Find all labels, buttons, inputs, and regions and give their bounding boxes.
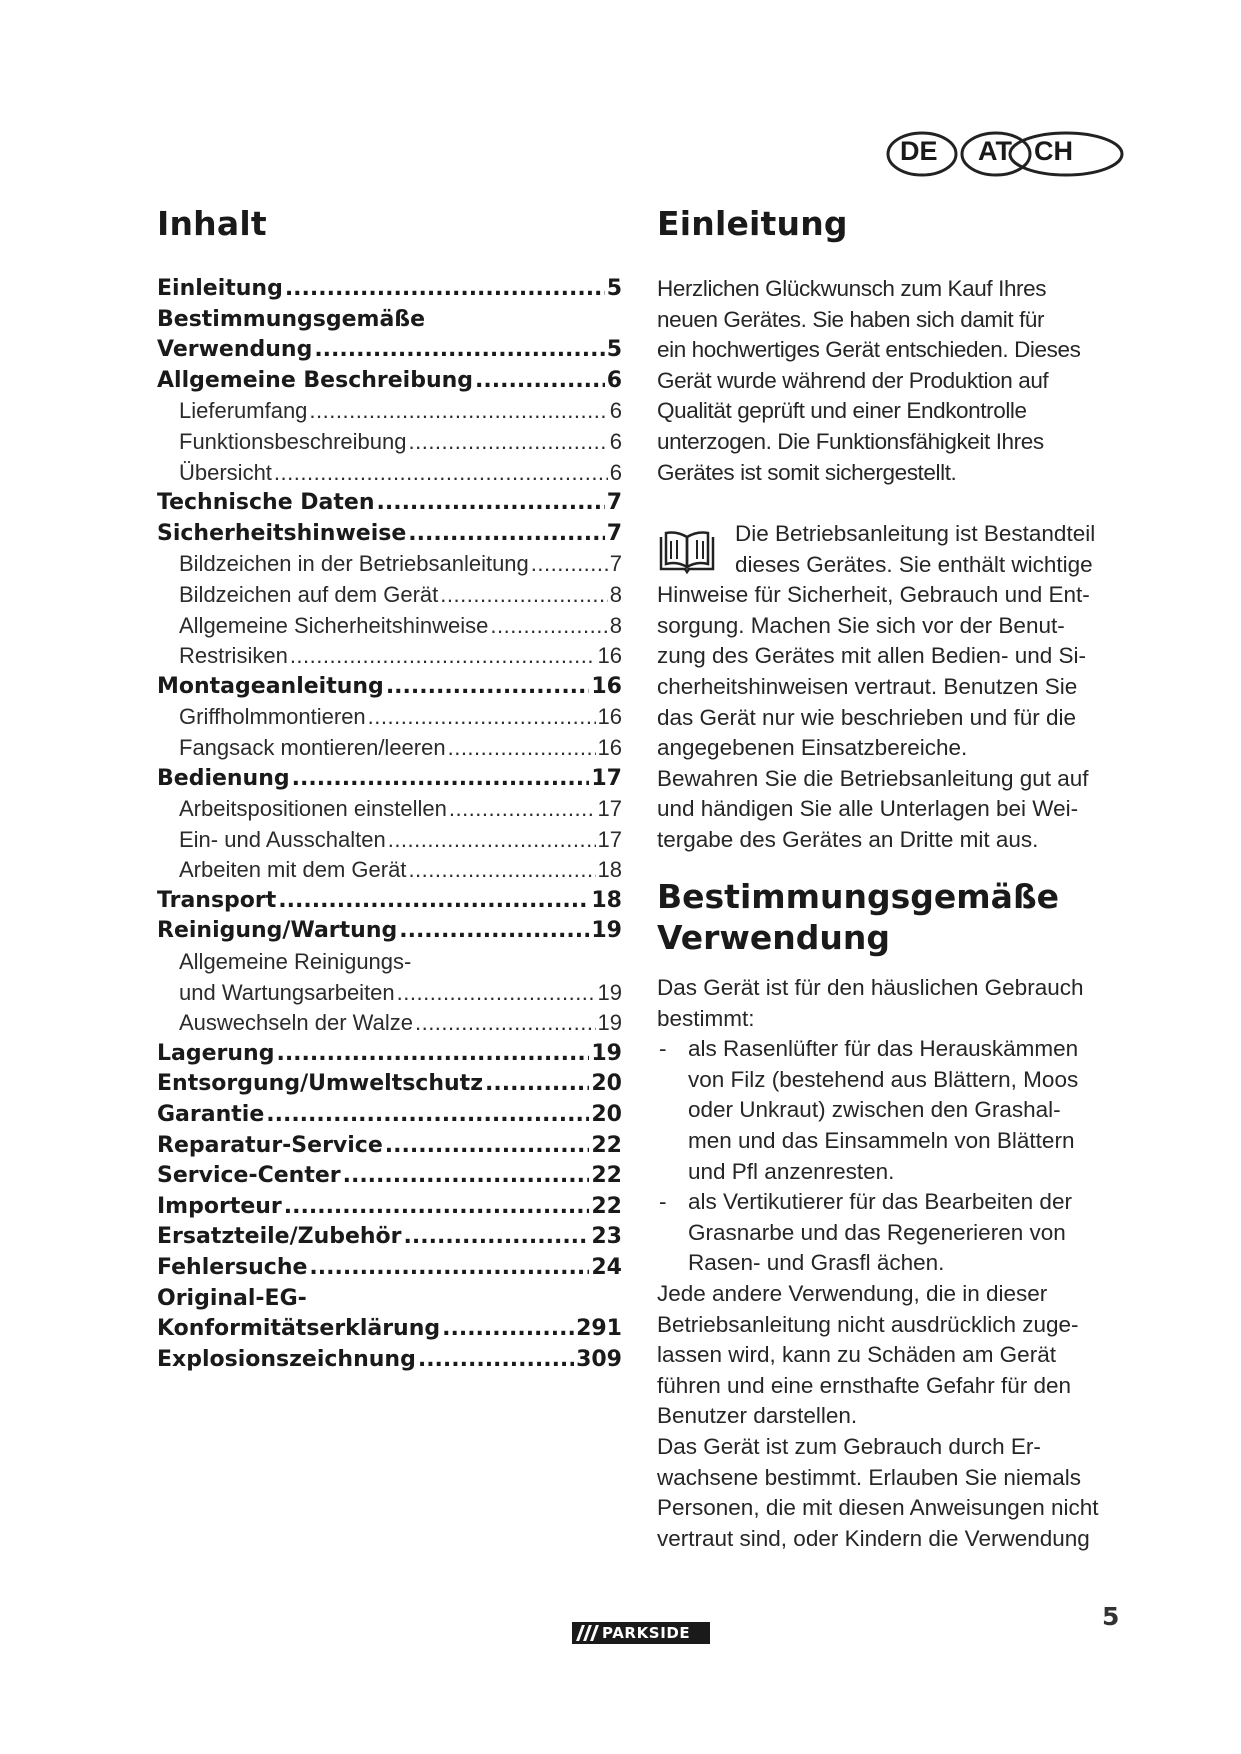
- toc-leader-dots: [276, 1039, 589, 1070]
- logo-slashes-icon: [572, 1622, 602, 1644]
- toc-entry: [157, 1314, 622, 1345]
- toc-entry-page: 16: [591, 673, 622, 699]
- toc-entry-page: 6: [609, 459, 622, 485]
- toc-entry: [157, 1069, 622, 1100]
- toc-entry: [157, 1253, 622, 1284]
- toc-entry: [157, 1039, 622, 1070]
- toc-entry: [157, 1131, 622, 1162]
- table-of-contents: [157, 274, 622, 1375]
- toc-entry-label: Explosionszeichnung: [157, 1346, 416, 1372]
- toc-entry-page: 8: [609, 581, 622, 607]
- toc-entry-page: 16: [597, 734, 622, 760]
- toc-entry-label: Bedienung: [157, 765, 290, 791]
- country-code-at: AT: [978, 136, 1012, 166]
- toc-entry: [157, 1192, 622, 1223]
- section-title-line: Bestimmungsgemäße: [657, 877, 1060, 916]
- toc-entry-label: Allgemeine Beschreibung: [157, 367, 474, 393]
- toc-entry-page: 5: [606, 276, 622, 301]
- section-title-einleitung: Einleitung: [657, 204, 848, 243]
- toc-entry-page: 22: [591, 1163, 622, 1189]
- list-line: - als Vertikutierer für das Bearbeiten der: [688, 1189, 1072, 1215]
- toc-leader-dots: [314, 335, 604, 366]
- body-line: Personen, die mit diesen Anweisungen nicht: [657, 1495, 1099, 1521]
- toc-leader-dots: [408, 855, 595, 886]
- toc-entry-page: 18: [591, 887, 622, 913]
- toc-leader-dots: [290, 641, 596, 672]
- toc-entry-label: und Wartungsarbeiten: [179, 979, 395, 1005]
- toc-leader-dots: [531, 549, 608, 580]
- country-code-de: DE: [900, 136, 938, 166]
- toc-entry-label: Reinigung/Wartung: [157, 918, 398, 944]
- body-line: Das Gerät ist für den häuslichen Gebrauch: [657, 975, 1084, 1000]
- toc-entry: [157, 947, 622, 978]
- toc-entry: [157, 764, 622, 795]
- list-item: [657, 1187, 1127, 1279]
- toc-leader-dots: [415, 1008, 596, 1039]
- toc-entry-label: Original-EG-: [157, 1285, 307, 1311]
- usage-list: [657, 1034, 1127, 1279]
- toc-leader-dots: [440, 580, 607, 611]
- toc-leader-dots: [404, 1222, 590, 1253]
- toc-leader-dots: [418, 1345, 574, 1376]
- toc-entry: [157, 1008, 622, 1039]
- toc-entry: [157, 1345, 622, 1376]
- notice-line: und händigen Sie alle Unterlagen bei Wei-: [657, 796, 1079, 822]
- toc-entry-page: 7: [606, 520, 622, 546]
- body-line: Jede andere Verwendung, die in dieser: [657, 1280, 1048, 1306]
- brand-name: PARKSIDE: [602, 1624, 691, 1642]
- toc-entry-page: 291: [576, 1316, 622, 1342]
- toc-entry-page: 17: [597, 796, 622, 822]
- body-line: wachsene bestimmt. Erlauben Sie niemals: [657, 1464, 1081, 1490]
- intro-line: ein hochwertiges Gerät entschieden. Dieses: [657, 337, 1081, 363]
- toc-entry-label: Transport: [157, 887, 277, 913]
- toc-entry: [157, 396, 622, 427]
- toc-leader-dots: [309, 396, 607, 427]
- toc-entry: [157, 580, 622, 611]
- toc-entry: [157, 855, 622, 886]
- toc-entry-label: Übersicht: [179, 459, 272, 485]
- list-line: Rasen- und Grasfl ächen.: [688, 1250, 945, 1276]
- notice-line: cherheitshinweisen vertraut. Benutzen Sie: [657, 673, 1078, 699]
- toc-entry-label: Fehlersuche: [157, 1255, 308, 1280]
- toc-leader-dots: [448, 733, 596, 764]
- toc-entry-label: Reparatur-Service: [157, 1132, 383, 1158]
- toc-entry: [157, 1100, 622, 1131]
- notice-line: tergabe des Gerätes an Dritte mit aus.: [657, 826, 1039, 852]
- toc-entry-label: Auswechseln der Walze: [179, 1010, 413, 1036]
- toc-entry-label: Garantie: [157, 1102, 265, 1128]
- toc-leader-dots: [266, 1100, 589, 1131]
- toc-entry: [157, 611, 622, 642]
- toc-entry-page: 19: [591, 1040, 622, 1066]
- verwendung-body: [657, 973, 1127, 1554]
- toc-entry-label: Arbeitspositionen einstellen: [179, 796, 447, 822]
- toc-entry-page: 7: [609, 551, 622, 577]
- page-number: 5: [1102, 1602, 1120, 1631]
- toc-leader-dots: [490, 611, 607, 642]
- intro-line: neuen Gerätes. Sie haben sich damit für: [657, 306, 1045, 332]
- toc-entry-label: Konformitätserklärung: [157, 1316, 441, 1342]
- intro-line: Gerätes ist somit sichergestellt.: [657, 459, 957, 485]
- notice-line: Hinweise für Sicherheit, Gebrauch und Ent-: [657, 582, 1090, 608]
- toc-entry-label: Importeur: [157, 1193, 282, 1219]
- toc-leader-dots: [408, 519, 604, 550]
- toc-entry-page: 309: [576, 1346, 622, 1372]
- toc-leader-dots: [408, 427, 607, 458]
- toc-entry-page: 6: [609, 428, 622, 454]
- toc-leader-dots: [274, 458, 608, 489]
- toc-entry-page: 17: [597, 826, 622, 852]
- toc-entry: [157, 1161, 622, 1192]
- toc-entry-page: 17: [591, 765, 622, 791]
- toc-entry: [157, 916, 622, 947]
- toc-entry-label: Einleitung: [157, 276, 283, 301]
- toc-leader-dots: [368, 702, 596, 733]
- toc-leader-dots: [485, 1069, 589, 1100]
- toc-leader-dots: [397, 978, 596, 1009]
- body-line: Betriebsanleitung nicht ausdrücklich zuge-: [657, 1311, 1079, 1337]
- toc-entry-label: Bildzeichen in der Betriebsanleitung: [179, 551, 529, 577]
- toc-leader-dots: [385, 1131, 590, 1162]
- toc-entry-label: Service-Center: [157, 1163, 341, 1189]
- notice-line: zung des Gerätes mit allen Bedien- und Si-: [657, 643, 1086, 669]
- toc-entry: [157, 335, 622, 366]
- country-badge: [886, 130, 1126, 178]
- toc-entry-page: 6: [609, 398, 622, 424]
- toc-entry: [157, 702, 622, 733]
- toc-entry-page: 16: [597, 704, 622, 730]
- toc-entry-page: 5: [606, 337, 622, 363]
- notice-line: dieses Gerätes. Sie enthält wichtige: [735, 551, 1093, 577]
- parkside-logo: [572, 1622, 710, 1644]
- toc-entry-label: Restrisiken: [179, 643, 288, 669]
- toc-entry: [157, 305, 622, 336]
- toc-entry-label: Bildzeichen auf dem Gerät: [179, 581, 439, 607]
- toc-entry-page: 16: [597, 643, 622, 669]
- toc-entry: [157, 427, 622, 458]
- toc-entry-label: Allgemeine Sicherheitshinweise: [179, 612, 489, 638]
- body-line: bestimmt:: [657, 1005, 755, 1031]
- toc-entry-label: Montageanleitung: [157, 673, 384, 699]
- notice-line: angegebenen Einsatzbereiche.: [657, 735, 968, 761]
- toc-entry: [157, 978, 622, 1009]
- toc-leader-dots: [377, 488, 605, 519]
- toc-leader-dots: [309, 1253, 589, 1284]
- toc-entry-label: Ersatzteile/Zubehör: [157, 1224, 402, 1250]
- toc-leader-dots: [278, 886, 589, 917]
- notice-line: Bewahren Sie die Betriebsanleitung gut auf: [657, 765, 1089, 791]
- toc-entry: [157, 458, 622, 489]
- toc-entry-page: 20: [591, 1071, 622, 1097]
- list-line: von Filz (bestehend aus Blättern, Moos: [688, 1066, 1079, 1092]
- manual-notice: [657, 519, 1127, 856]
- toc-entry-label: Technische Daten: [157, 490, 375, 516]
- toc-leader-dots: [388, 825, 596, 856]
- toc-leader-dots: [386, 672, 590, 703]
- toc-entry-label: Funktionsbeschreibung: [179, 428, 407, 454]
- toc-entry: [157, 794, 622, 825]
- body-line: führen und eine ernsthafte Gefahr für den: [657, 1372, 1072, 1398]
- body-line: vertraut sind, oder Kindern die Verwendung: [657, 1525, 1090, 1551]
- toc-entry-page: 22: [591, 1132, 622, 1158]
- toc-entry: [157, 1284, 622, 1315]
- toc-entry-page: 6: [606, 367, 622, 393]
- body-line: Benutzer darstellen.: [657, 1403, 858, 1429]
- toc-entry-label: Sicherheitshinweise: [157, 520, 407, 546]
- toc-entry: [157, 1222, 622, 1253]
- toc-entry: [157, 274, 622, 305]
- toc-entry-label: Lieferumfang: [179, 398, 308, 424]
- list-line: - als Rasenlüfter für das Herauskämmen: [688, 1036, 1079, 1062]
- toc-entry-page: 8: [609, 612, 622, 638]
- intro-line: Gerät wurde während der Produktion auf: [657, 367, 1049, 393]
- toc-entry-page: 19: [597, 1010, 622, 1036]
- list-line: men und das Einsammeln von Blättern: [688, 1127, 1075, 1153]
- toc-entry-page: 20: [591, 1102, 622, 1128]
- list-line: oder Unkraut) zwischen den Grashal-: [688, 1097, 1061, 1123]
- toc-entry-label: Allgemeine Reinigungs-: [179, 949, 412, 975]
- toc-entry: [157, 672, 622, 703]
- toc-entry-label: Bestimmungsgemäße: [157, 306, 426, 332]
- toc-entry-page: 19: [597, 979, 622, 1005]
- section-title-line: Verwendung: [657, 918, 890, 957]
- toc-leader-dots: [292, 764, 590, 795]
- toc-entry: [157, 519, 622, 550]
- toc-entry: [157, 641, 622, 672]
- section-title-verwendung: [657, 876, 1059, 958]
- body-line: lassen wird, kann zu Schäden am Gerät: [657, 1342, 1056, 1368]
- toc-entry: [157, 549, 622, 580]
- toc-leader-dots: [449, 794, 596, 825]
- intro-line: Qualität geprüft und einer Endkontrolle: [657, 398, 1027, 424]
- intro-line: unterzogen. Die Funktionsfähigkeit Ihres: [657, 428, 1044, 454]
- toc-leader-dots: [284, 1192, 590, 1223]
- toc-entry-label: Verwendung: [157, 337, 313, 363]
- toc-entry: [157, 366, 622, 397]
- toc-entry: [157, 733, 622, 764]
- toc-entry-page: 22: [591, 1193, 622, 1219]
- book-icon: [657, 529, 717, 575]
- toc-entry-page: 19: [591, 918, 622, 944]
- intro-paragraph: [657, 274, 1127, 488]
- toc-entry: [157, 488, 622, 519]
- toc-leader-dots: [343, 1161, 590, 1192]
- notice-line: sorgung. Machen Sie sich vor der Benut-: [657, 612, 1065, 638]
- toc-leader-dots: [399, 916, 589, 947]
- toc-leader-dots: [442, 1314, 574, 1345]
- toc-entry-page: 23: [591, 1224, 622, 1250]
- body-line: Das Gerät ist zum Gebrauch durch Er-: [657, 1433, 1041, 1459]
- toc-entry-label: Fangsack montieren/leeren: [179, 734, 446, 760]
- toc-entry: [157, 825, 622, 856]
- toc-entry-page: 7: [606, 490, 622, 516]
- list-line: Grasnarbe und das Regenerieren von: [688, 1219, 1066, 1245]
- list-line: und Pfl anzenresten.: [688, 1158, 895, 1184]
- intro-line: Herzlichen Glückwunsch zum Kauf Ihres: [657, 276, 1047, 301]
- list-item: [657, 1034, 1127, 1187]
- toc-entry-label: Arbeiten mit dem Gerät: [179, 857, 407, 883]
- toc-entry: [157, 886, 622, 917]
- toc-entry-page: 18: [597, 857, 622, 883]
- toc-entry-label: Lagerung: [157, 1040, 275, 1066]
- country-code-ch: CH: [1034, 136, 1073, 166]
- toc-entry-page: 24: [591, 1255, 622, 1280]
- toc-leader-dots: [285, 274, 605, 305]
- toc-entry-label: Ein- und Ausschalten: [179, 826, 386, 852]
- toc-entry-label: Griffholmmontieren: [179, 704, 366, 730]
- notice-line: das Gerät nur wie beschrieben und für die: [657, 704, 1076, 730]
- toc-leader-dots: [475, 366, 605, 397]
- toc-title: Inhalt: [157, 204, 267, 243]
- toc-entry-label: Entsorgung/Umweltschutz: [157, 1071, 483, 1097]
- notice-line: Die Betriebsanleitung ist Bestandteil: [735, 521, 1096, 546]
